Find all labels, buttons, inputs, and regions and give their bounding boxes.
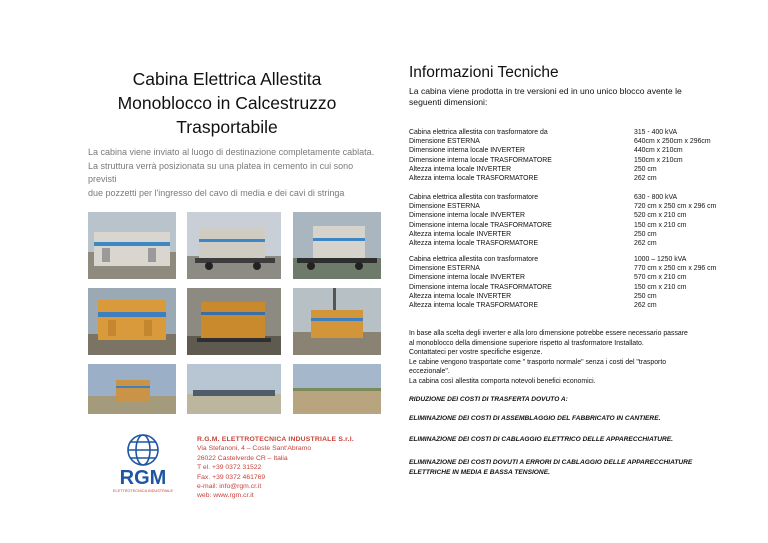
rgm-logo (106, 430, 180, 500)
benefit-heading: RIDUZIONE DEI COSTI DI TRASFERTA DOVUTO A: (409, 396, 568, 403)
spec-value: 262 cm (634, 302, 657, 310)
spec-label: Dimensione interna locale TRASFORMATORE (409, 283, 552, 291)
company-info (197, 435, 354, 501)
photo-cabin-blue-stripe (88, 212, 176, 279)
spec-label: Cabina elettrica allestita con trasformatore (409, 194, 539, 201)
photo-orange-cabin-transport (187, 288, 281, 355)
note-line: In base alla scelta degli inverter e alla loro dimensione potrebbe essere necessario passare (409, 330, 688, 337)
benefit-item: ELIMINAZIONE DEI COSTI DI ASSEMBLAGGIO DEL FABBRICATO IN CANTIERE. (409, 415, 661, 422)
intro-line: La struttura verrà posizionata su una platea in cemento in cui sono previsti (88, 160, 354, 184)
benefit-item-last (409, 458, 739, 477)
spec-labels-2 (409, 193, 619, 248)
spec-label: Dimensione ESTERNA (409, 138, 480, 146)
title-line: Monoblocco in Calcestruzzo (117, 93, 337, 113)
info-title: Informazioni Tecniche (409, 64, 559, 81)
benefit-item: ELIMINAZIONE DEI COSTI DI CABLAGGIO ELETTRICO DELLE APPARECCHIATURE. (409, 436, 673, 443)
benefit-line: ELETTRICHE IN MEDIA E BASSA TENSIONE. (409, 468, 550, 476)
spec-values-2 (634, 193, 754, 248)
intro-text (88, 146, 378, 200)
spec-label: Altezza interna locale TRASFORMATORE (409, 302, 539, 310)
company-phone: T el. +39 0372 31522 (197, 464, 262, 472)
logo-subtext: ELETTROTECNICA INDUSTRIALE (112, 489, 174, 493)
title-line: Cabina Elettrica Allestita (132, 69, 322, 89)
notes-text (409, 329, 729, 387)
benefit-line: ELIMINAZIONE DEI COSTI DOVUTI A ERRORI DI CABLAGGIO DELLE APPARECCHIATURE (409, 459, 693, 466)
note-line: eccezionale". (409, 368, 450, 376)
spec-label: Altezza interna locale INVERTER (409, 292, 512, 300)
photo-dirt-site-landscape (293, 364, 381, 414)
spec-value: 1000 – 1250 kVA (634, 256, 687, 263)
globe-icon (128, 435, 158, 465)
page-title (96, 67, 358, 139)
spec-label: Dimensione interna locale TRASFORMATORE (409, 156, 552, 164)
photo-orange-cabin-crane (293, 288, 381, 355)
company-address: Via Stefanoni, 4 – Coste Sant'Abramo (197, 445, 312, 453)
spec-label: Dimensione ESTERNA (409, 203, 480, 211)
spec-label: Altezza interna locale TRASFORMATORE (409, 240, 539, 248)
spec-value: 250 cm (634, 230, 657, 238)
photo-cabin-field-site (88, 364, 176, 414)
note-line: La cabina così allestita comporta notevoli benefici economici. (409, 377, 596, 385)
photo-solar-field-site (187, 364, 281, 414)
spec-label: Altezza interna locale INVERTER (409, 165, 512, 173)
info-intro (409, 86, 699, 108)
spec-value: 150cm x 210cm (634, 156, 683, 164)
spec-value: 720 cm x 250 cm x 296 cm (634, 203, 717, 211)
spec-values-1 (634, 128, 754, 183)
company-email[interactable]: e-mail: info@rgm.cr.it (197, 483, 262, 491)
spec-values-3 (634, 255, 754, 310)
spec-labels-1 (409, 128, 619, 183)
note-line: al monoblocco della dimensione superiore rispetto al trasformatore Installato. (409, 339, 644, 347)
spec-value: 640cm x 250cm x 296cm (634, 138, 711, 146)
intro-line: La cabina viene inviato al luogo di destinazione completamente cablata. (88, 147, 375, 157)
spec-value: 150 cm x 210 cm (634, 221, 687, 229)
spec-label: Cabina elettrica allestita con trasformatore (409, 256, 539, 263)
spec-value: 250 cm (634, 292, 657, 300)
photo-cabin-on-truck-road (293, 212, 381, 279)
spec-value: 440cm x 210cm (634, 147, 683, 155)
spec-label: Cabina elettrica allestita con trasformatore da (409, 129, 548, 136)
spec-value: 770 cm x 250 cm x 296 cm (634, 265, 717, 273)
company-name: R.G.M. ELETTROTECNICA INDUSTRIALE S.r.l. (197, 436, 354, 443)
spec-label: Dimensione interna locale TRASFORMATORE (409, 221, 552, 229)
spec-label: Dimensione interna locale INVERTER (409, 147, 525, 155)
spec-labels-3 (409, 255, 619, 310)
spec-value: 520 cm x 210 cm (634, 212, 687, 220)
logo-text: RGM (119, 467, 167, 489)
photo-orange-cabin-blue-band (88, 288, 176, 355)
company-web[interactable]: web: www.rgm.cr.it (197, 492, 254, 500)
spec-value: 570 cm x 210 cm (634, 274, 687, 282)
info-intro-line: seguenti dimensioni: (409, 97, 488, 107)
company-city: 26022 Castelverde CR – Italia (197, 454, 288, 462)
note-line: Le cabine vengono trasportate come " trasporto normale" senza i costi del "trasporto (409, 358, 667, 366)
spec-value: 315 - 400 kVA (634, 129, 678, 136)
note-line: Contattateci per vostre specifiche esigenze. (409, 349, 543, 357)
spec-label: Dimensione ESTERNA (409, 265, 480, 273)
spec-label: Altezza interna locale INVERTER (409, 230, 512, 238)
spec-value: 262 cm (634, 240, 657, 248)
photo-cabin-on-truck-yard (187, 212, 281, 279)
spec-label: Dimensione interna locale INVERTER (409, 274, 525, 282)
spec-value: 250 cm (634, 165, 657, 173)
intro-line: due pozzetti per l'ingresso del cavo di media e dei cavi di stringa (88, 187, 345, 198)
spec-value: 150 cm x 210 cm (634, 283, 687, 291)
spec-value: 262 cm (634, 175, 657, 183)
spec-value: 630 - 800 kVA (634, 194, 678, 201)
title-line: Trasportabile (176, 117, 278, 137)
company-fax: Fax. +39 0372 461769 (197, 473, 266, 481)
spec-label: Dimensione interna locale INVERTER (409, 212, 525, 220)
info-intro-line: La cabina viene prodotta in tre versioni ed in uno unico blocco avente le (409, 86, 682, 96)
spec-label: Altezza interna locale TRASFORMATORE (409, 175, 539, 183)
